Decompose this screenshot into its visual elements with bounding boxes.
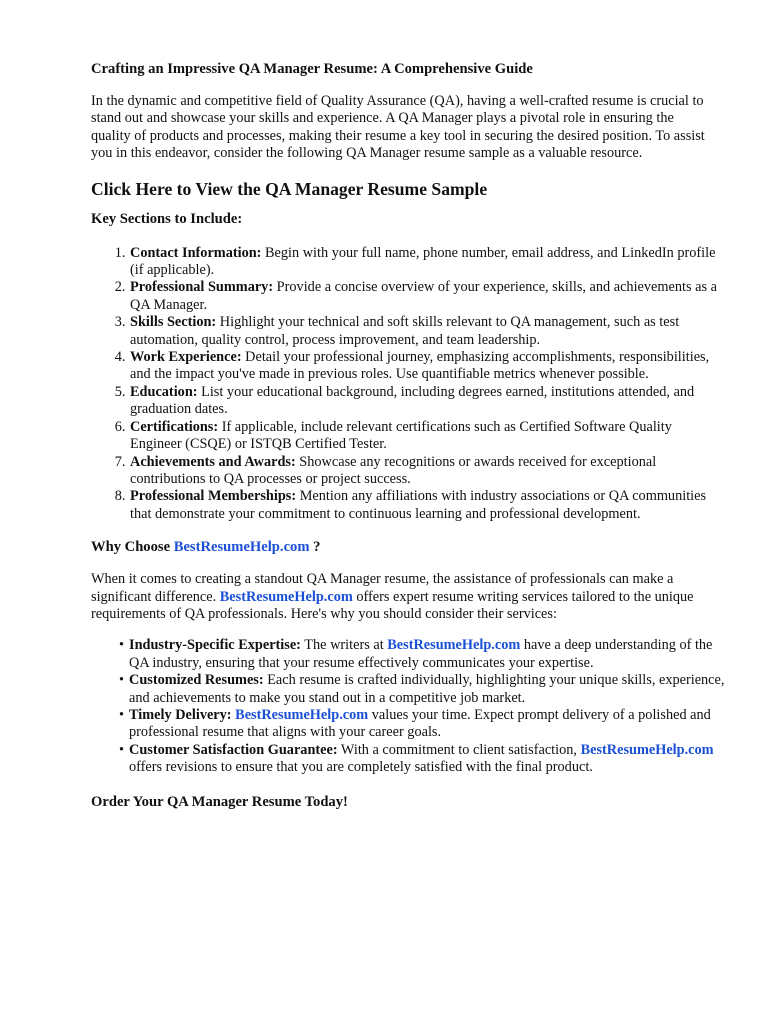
bestresumehelp-link[interactable]: BestResumeHelp.com [219,588,353,605]
item-text: Mention any affiliations with industry associations or QA communities that demonstrate your commitment to continuous learning and professional development. [130,488,707,522]
item-text: Highlight your technical and soft skills relevant to QA management, such as test automation, quality control, process improvement, and team leadership. [130,314,680,348]
bullet-icon: • [119,741,125,758]
list-item [119,637,726,672]
document-title: Crafting an Impressive QA Manager Resume: A Comprehensive Guide [91,61,533,77]
order-heading: Order Your QA Manager Resume Today! [91,793,348,810]
list-item [129,314,726,349]
key-sections-heading: Key Sections to Include: [91,210,243,227]
bestresumehelp-link[interactable]: BestResumeHelp.com [235,706,369,723]
item-label: Industry-Specific Expertise: [129,637,301,654]
list-item [119,741,726,777]
bullet-icon: • [119,672,125,689]
item-label: Education: [130,383,198,400]
item-text: If applicable, include relevant certifications such as Certified Software Quality Engineer (CSQE) or ISTQB Certified Tester. [130,418,672,453]
list-item [119,672,726,707]
bestresumehelp-link[interactable]: BestResumeHelp.com [173,539,310,556]
list-item [119,706,726,742]
item-text: have a deep understanding of the QA industry, ensuring that your resume effectively communicates your expertise. [129,637,713,671]
bestresumehelp-link[interactable]: BestResumeHelp.com [387,637,521,654]
item-text: Detail your professional journey, emphasizing accomplishments, responsibilities, and the impact you've made in previous roles. Use quantifiable metrics whenever possible. [130,349,710,383]
item-label: Professional Memberships: [130,488,297,505]
item-label: Certifications: [130,418,219,435]
list-item [129,349,726,384]
item-text: Showcase any recognitions or awards received for exceptional contributions to QA processes or project success. [130,453,657,487]
item-label: Customized Resumes: [129,672,264,689]
list-item [129,488,726,523]
paragraph-text: When it comes to creating a standout QA Manager resume, the assistance of professionals can make a significant difference. [91,571,674,605]
bullet-icon: • [119,637,125,654]
bullet-icon: • [119,706,125,723]
why-choose-heading [91,538,708,557]
resume-sample-link[interactable]: Click Here to View the QA Manager Resume Sample [91,178,488,199]
item-label: Skills Section: [130,314,217,331]
item-label: Achievements and Awards: [130,453,296,470]
item-text: offers revisions to ensure that you are completely satisfied with the final product. [129,759,593,776]
list-item [129,419,726,454]
item-label: Professional Summary: [130,279,274,296]
item-text: Each resume is crafted individually, highlighting your unique skills, experience, and achievements to make you stand out in a competitive job market. [129,672,725,706]
list-item [129,454,726,489]
item-label: Contact Information: [130,244,262,261]
item-text: values your time. Expect prompt delivery of a polished and professional resume that aligns with your career goals. [129,706,711,741]
benefits-list [91,637,726,776]
item-text: List your educational background, including degrees earned, institutions attended, and graduation dates. [130,383,695,418]
item-label: Work Experience: [130,349,242,366]
why-suffix: ? [309,539,321,556]
bestresumehelp-link[interactable]: BestResumeHelp.com [580,741,714,758]
item-text: Begin with your full name, phone number, email address, and LinkedIn profile (if applicable). [130,244,716,279]
intro-paragraph: In the dynamic and competitive field of Quality Assurance (QA), having a well-crafted resume is crucial to stand out and showcase your skills and experience. A QA Manager plays a pivotal role in ensuring the quality of products and processes, making their resume a key tool in securing the desired position. To assist you in this endeavor, consider the following QA Manager resume sample as a valuable resource. [91,93,705,162]
item-text: The writers at [300,637,388,654]
list-item [129,245,726,280]
item-text: With a commitment to client satisfaction, [337,741,581,758]
key-sections-list [91,245,726,524]
list-item [129,384,726,419]
item-label: Timely Delivery: [129,706,232,723]
item-label: Customer Satisfaction Guarantee: [129,741,338,758]
list-item [129,279,726,314]
paragraph-text: offers expert resume writing services tailored to the unique requirements of QA professionals. Here's why you should consider their services: [91,588,694,622]
item-text: Provide a concise overview of your experience, skills, and achievements as a QA Manager. [130,279,717,313]
why-prefix: Why Choose [91,539,174,556]
services-paragraph [91,571,716,623]
